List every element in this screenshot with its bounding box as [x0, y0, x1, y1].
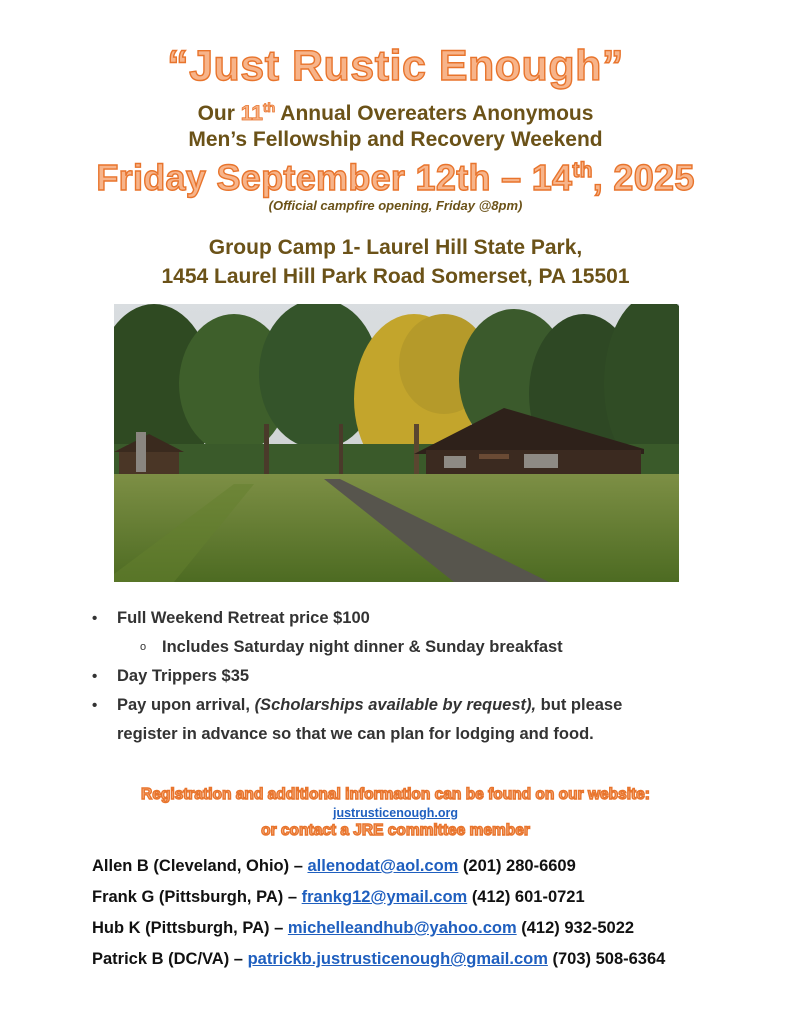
scholarship-note: (Scholarships available by request),: [254, 696, 537, 714]
bullet-icon: •: [92, 697, 98, 714]
list-item: [92, 604, 752, 633]
camp-photo: [114, 304, 679, 582]
contact-name: Allen B (Cleveland, Ohio) –: [92, 857, 303, 875]
contact-name: Hub K (Pittsburgh, PA) –: [92, 919, 284, 937]
contact-list: [92, 851, 772, 975]
contact-name: Patrick B (DC/VA) –: [92, 950, 243, 968]
contact-committee-text: or contact a JRE committee member: [261, 822, 530, 839]
contact-row: [92, 851, 772, 882]
event-subtitle: [0, 101, 791, 153]
contact-phone: (412) 601-0721: [471, 888, 585, 906]
list-sub-item: [92, 633, 752, 662]
contact-email-link[interactable]: michelleandhub@yahoo.com: [287, 919, 517, 937]
bullet-icon: •: [92, 610, 98, 627]
event-location: [0, 233, 791, 291]
list-item-text: Day Trippers $35: [117, 667, 250, 685]
list-item-text: Pay upon arrival,: [117, 696, 250, 714]
subtitle-rest: Annual Overeaters Anonymous: [280, 102, 594, 125]
subtitle-our: Our: [197, 102, 235, 125]
list-sub-item-text: Includes Saturday night dinner & Sunday breakfast: [162, 638, 563, 656]
contact-row: [92, 944, 772, 975]
event-date: Friday September 12th – 14th, 2025: [96, 157, 695, 198]
contact-phone: (412) 932-5022: [521, 919, 635, 937]
contact-phone: (703) 508-6364: [552, 950, 666, 968]
contact-row: [92, 882, 772, 913]
contact-email-link[interactable]: frankg12@ymail.com: [301, 888, 468, 906]
circle-bullet-icon: o: [140, 641, 147, 653]
event-title: “Just Rustic Enough”: [167, 42, 624, 90]
list-item-text: Full Weekend Retreat price $100: [117, 609, 370, 627]
contact-phone: (201) 280-6609: [462, 857, 576, 875]
registration-info: Registration and additional information can be found on our website:: [141, 786, 650, 803]
bullet-icon: •: [92, 668, 98, 685]
list-item: [92, 691, 752, 749]
campfire-note: (Official campfire opening, Friday @8pm): [268, 198, 523, 213]
contact-row: [92, 913, 772, 944]
list-item-text-line2: register in advance so that we can plan for lodging and food.: [117, 725, 594, 743]
website-link[interactable]: justrusticenough.org: [333, 806, 458, 820]
list-item: [92, 662, 752, 691]
location-line-1: Group Camp 1- Laurel Hill State Park,: [208, 236, 583, 259]
contact-email-link[interactable]: allenodat@aol.com: [307, 857, 459, 875]
location-line-2: 1454 Laurel Hill Park Road Somerset, PA 15501: [161, 265, 630, 288]
subtitle-number: 11th: [240, 100, 276, 125]
subtitle-line-2: Men’s Fellowship and Recovery Weekend: [188, 128, 603, 151]
subtitle-line-1: [0, 101, 791, 127]
contact-name: Frank G (Pittsburgh, PA) –: [92, 888, 298, 906]
list-item-text-end: but please: [540, 696, 623, 714]
contact-email-link[interactable]: patrickb.justrusticenough@gmail.com: [247, 950, 548, 968]
pricing-list: [92, 604, 752, 749]
